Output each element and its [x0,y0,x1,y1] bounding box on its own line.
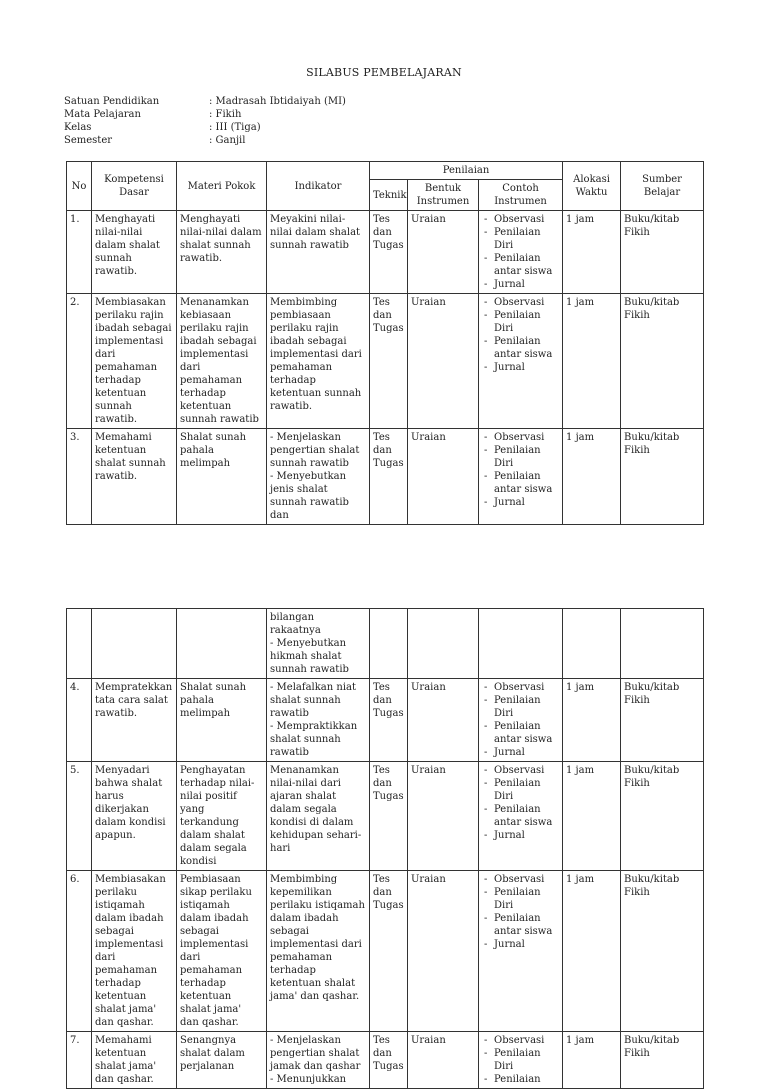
cell-indikator [267,679,370,762]
cell-contoh-instrumen [479,429,563,525]
cell-bentuk-instrumen [408,609,479,679]
cell-kompetensi-dasar: Membiasakan perilaku istiqamah dalam ibadah sebagai implementasi dari pemahaman terhadap ketentuan shalat jama' dan qashar. [92,871,177,1032]
syllabus-table-page-2 [66,608,704,1089]
contoh-instrumen-item: - Penilaian antar siswa [482,252,559,278]
cell-contoh-instrumen [479,294,563,429]
cell-teknik: Tes dan Tugas [370,429,408,525]
cell-materi-pokok: Penghayatan terhadap nilai-nilai positif yang terkandung dalam shalat dalam segala kondisi [177,762,267,871]
cell-materi-pokok: Pembiasaan sikap perilaku istiqamah dalam ibadah sebagai implementasi dari pemahaman terhadap ketentuan shalat jama' dan qashar. [177,871,267,1032]
contoh-instrumen-item: - Jurnal [482,938,559,951]
contoh-instrumen-item: - Penilaian Diri [482,226,559,252]
cell-bentuk-instrumen: Uraian [408,211,479,294]
contoh-instrumen-item: - Penilaian Diri [482,886,559,912]
cell-kompetensi-dasar: Memahami ketentuan shalat jama' dan qashar. [92,1032,177,1089]
indikator-line: - Menunjukkan [270,1074,347,1085]
cell-bentuk-instrumen: Uraian [408,679,479,762]
contoh-instrumen-item: - Observasi [482,213,559,226]
contoh-instrumen-item: - Observasi [482,764,559,777]
cell-bentuk-instrumen: Uraian [408,762,479,871]
meta-label: Semester [64,135,113,146]
contoh-instrumen-item: - Jurnal [482,278,559,291]
cell-indikator [267,429,370,525]
cell-no [67,609,92,679]
header-materi-pokok: Materi Pokok [177,162,267,211]
cell-indikator [267,211,370,294]
header-bentuk-instrumen: Bentuk Instrumen [408,180,479,211]
contoh-instrumen-item: - Observasi [482,1034,559,1047]
table-row [67,762,704,871]
cell-contoh-instrumen [479,871,563,1032]
contoh-instrumen-list [482,213,559,291]
contoh-instrumen-item: - Penilaian [482,1073,559,1086]
header-sumber-belajar: Sumber Belajar [621,162,704,211]
cell-teknik: Tes dan Tugas [370,294,408,429]
contoh-instrumen-item: - Jurnal [482,496,559,509]
cell-alokasi-waktu: 1 jam [563,211,621,294]
syllabus-meta [64,95,346,147]
cell-no: 2. [67,294,92,429]
header-contoh-instrumen: Contoh Instrumen [479,180,563,211]
cell-sumber-belajar: Buku/kitab Fikih [621,1032,704,1089]
contoh-instrumen-item: - Penilaian antar siswa [482,720,559,746]
cell-teknik: Tes dan Tugas [370,211,408,294]
contoh-instrumen-item: - Jurnal [482,361,559,374]
contoh-instrumen-item: - Penilaian antar siswa [482,803,559,829]
contoh-instrumen-list [482,873,559,951]
header-no: No [67,162,92,211]
cell-kompetensi-dasar: Menyadari bahwa shalat harus dikerjakan dalam kondisi apapun. [92,762,177,871]
meta-label: Kelas [64,122,92,133]
contoh-instrumen-item: - Observasi [482,873,559,886]
header-kompetensi-dasar: Kompetensi Dasar [92,162,177,211]
indikator-line: - Menjelaskan pengertian shalat sunnah rawatib [270,432,360,469]
cell-bentuk-instrumen: Uraian [408,294,479,429]
indikator-line: Menanamkan nilai-nilai dari ajaran shalat dalam segala kondisi di dalam kehidupan sehari-hari [270,765,362,854]
contoh-instrumen-item: - Penilaian Diri [482,694,559,720]
indikator-line: Meyakini nilai-nilai dalam shalat sunnah rawatib [270,214,361,251]
cell-teknik: Tes dan Tugas [370,679,408,762]
cell-indikator [267,609,370,679]
cell-alokasi-waktu: 1 jam [563,762,621,871]
cell-alokasi-waktu: 1 jam [563,429,621,525]
contoh-instrumen-list [482,764,559,842]
indikator-line: bilangan rakaatnya [270,612,321,636]
contoh-instrumen-item: - Penilaian Diri [482,309,559,335]
cell-no: 7. [67,1032,92,1089]
cell-indikator [267,871,370,1032]
table-body-page-1 [67,211,704,525]
cell-no: 4. [67,679,92,762]
indikator-line: - Menyebutkan hikmah shalat sunnah rawatib [270,638,349,675]
cell-contoh-instrumen [479,679,563,762]
indikator-line: Membimbing pembiasaan perilaku rajin ibadah sebagai implementasi dari pemahaman terhadap ketentuan sunnah rawatib. [270,297,362,412]
header-teknik: Teknik [370,180,408,211]
cell-no: 5. [67,762,92,871]
table-body-page-2 [67,609,704,1089]
cell-no: 1. [67,211,92,294]
meta-label: Mata Pelajaran [64,109,141,120]
indikator-line: - Melafalkan niat shalat sunnah rawatib [270,682,356,719]
contoh-instrumen-item: - Penilaian Diri [482,1047,559,1073]
cell-teknik: Tes dan Tugas [370,1032,408,1089]
cell-contoh-instrumen [479,211,563,294]
cell-no: 3. [67,429,92,525]
cell-contoh-instrumen [479,762,563,871]
cell-kompetensi-dasar [92,609,177,679]
cell-teknik: Tes dan Tugas [370,871,408,1032]
table-row [67,1032,704,1089]
cell-indikator [267,762,370,871]
meta-value: : Ganjil [209,135,246,146]
cell-sumber-belajar: Buku/kitab Fikih [621,294,704,429]
table-row [67,871,704,1032]
contoh-instrumen-item: - Penilaian antar siswa [482,470,559,496]
cell-sumber-belajar: Buku/kitab Fikih [621,871,704,1032]
contoh-instrumen-list [482,296,559,374]
contoh-instrumen-item: - Observasi [482,296,559,309]
cell-materi-pokok: Menghayati nilai-nilai dalam shalat sunnah rawatib. [177,211,267,294]
meta-value: : III (Tiga) [209,122,261,133]
contoh-instrumen-item: - Penilaian Diri [482,444,559,470]
cell-teknik: Tes dan Tugas [370,762,408,871]
cell-contoh-instrumen [479,1032,563,1089]
cell-bentuk-instrumen: Uraian [408,429,479,525]
cell-sumber-belajar: Buku/kitab Fikih [621,429,704,525]
syllabus-table-page-1 [66,161,704,525]
meta-row-unit [64,95,346,108]
contoh-instrumen-item: - Penilaian antar siswa [482,335,559,361]
meta-row-class [64,121,346,134]
cell-bentuk-instrumen: Uraian [408,871,479,1032]
header-penilaian: Penilaian [370,162,563,180]
contoh-instrumen-list [482,681,559,759]
page-title: SILABUS PEMBELAJARAN [306,66,462,79]
cell-materi-pokok [177,609,267,679]
cell-kompetensi-dasar: Membiasakan perilaku rajin ibadah sebagai implementasi dari pemahaman terhadap ketentuan sunnah rawatib. [92,294,177,429]
contoh-instrumen-item: - Jurnal [482,746,559,759]
indikator-line: - Menyebutkan jenis shalat sunnah rawatib dan [270,471,349,521]
cell-kompetensi-dasar: Memahami ketentuan shalat sunnah rawatib. [92,429,177,525]
cell-kompetensi-dasar: Mempratekkan tata cara salat rawatib. [92,679,177,762]
cell-alokasi-waktu [563,609,621,679]
meta-label: Satuan Pendidikan [64,96,160,107]
indikator-line: Membimbing kepemilikan perilaku istiqamah dalam ibadah sebagai implementasi dari pemahaman terhadap ketentuan shalat jama' dan qashar. [270,874,365,1002]
cell-materi-pokok: Senangnya shalat dalam perjalanan [177,1032,267,1089]
cell-sumber-belajar: Buku/kitab Fikih [621,762,704,871]
cell-indikator [267,1032,370,1089]
header-indikator: Indikator [267,162,370,211]
cell-sumber-belajar: Buku/kitab Fikih [621,679,704,762]
cell-contoh-instrumen [479,609,563,679]
cell-sumber-belajar [621,609,704,679]
cell-alokasi-waktu: 1 jam [563,1032,621,1089]
cell-materi-pokok: Menanamkan kebiasaan perilaku rajin ibadah sebagai implementasi dari pemahaman terhadap ketentuan sunnah rawatib [177,294,267,429]
table-row [67,211,704,294]
indikator-line: - Mempraktikkan shalat sunnah rawatib [270,721,358,758]
contoh-instrumen-list [482,1034,559,1086]
meta-row-subject [64,108,346,121]
cell-materi-pokok: Shalat sunah pahala melimpah [177,429,267,525]
cell-alokasi-waktu: 1 jam [563,679,621,762]
cell-bentuk-instrumen: Uraian [408,1032,479,1089]
cell-sumber-belajar: Buku/kitab Fikih [621,211,704,294]
contoh-instrumen-list [482,431,559,509]
indikator-line: - Menjelaskan pengertian shalat jamak dan qashar [270,1035,361,1072]
table-row [67,294,704,429]
cell-no: 6. [67,871,92,1032]
cell-materi-pokok: Shalat sunah pahala melimpah [177,679,267,762]
table-row [67,429,704,525]
contoh-instrumen-item: - Penilaian Diri [482,777,559,803]
table-row [67,679,704,762]
cell-kompetensi-dasar: Menghayati nilai-nilai dalam shalat sunnah rawatib. [92,211,177,294]
meta-value: : Fikih [209,109,242,120]
meta-value: : Madrasah Ibtidaiyah (MI) [209,96,346,107]
meta-row-semester [64,134,346,147]
contoh-instrumen-item: - Observasi [482,431,559,444]
contoh-instrumen-item: - Observasi [482,681,559,694]
header-alokasi-waktu: Alokasi Waktu [563,162,621,211]
cell-alokasi-waktu: 1 jam [563,871,621,1032]
cell-indikator [267,294,370,429]
cell-teknik [370,609,408,679]
contoh-instrumen-item: - Penilaian antar siswa [482,912,559,938]
cell-alokasi-waktu: 1 jam [563,294,621,429]
table-row [67,609,704,679]
contoh-instrumen-item: - Jurnal [482,829,559,842]
